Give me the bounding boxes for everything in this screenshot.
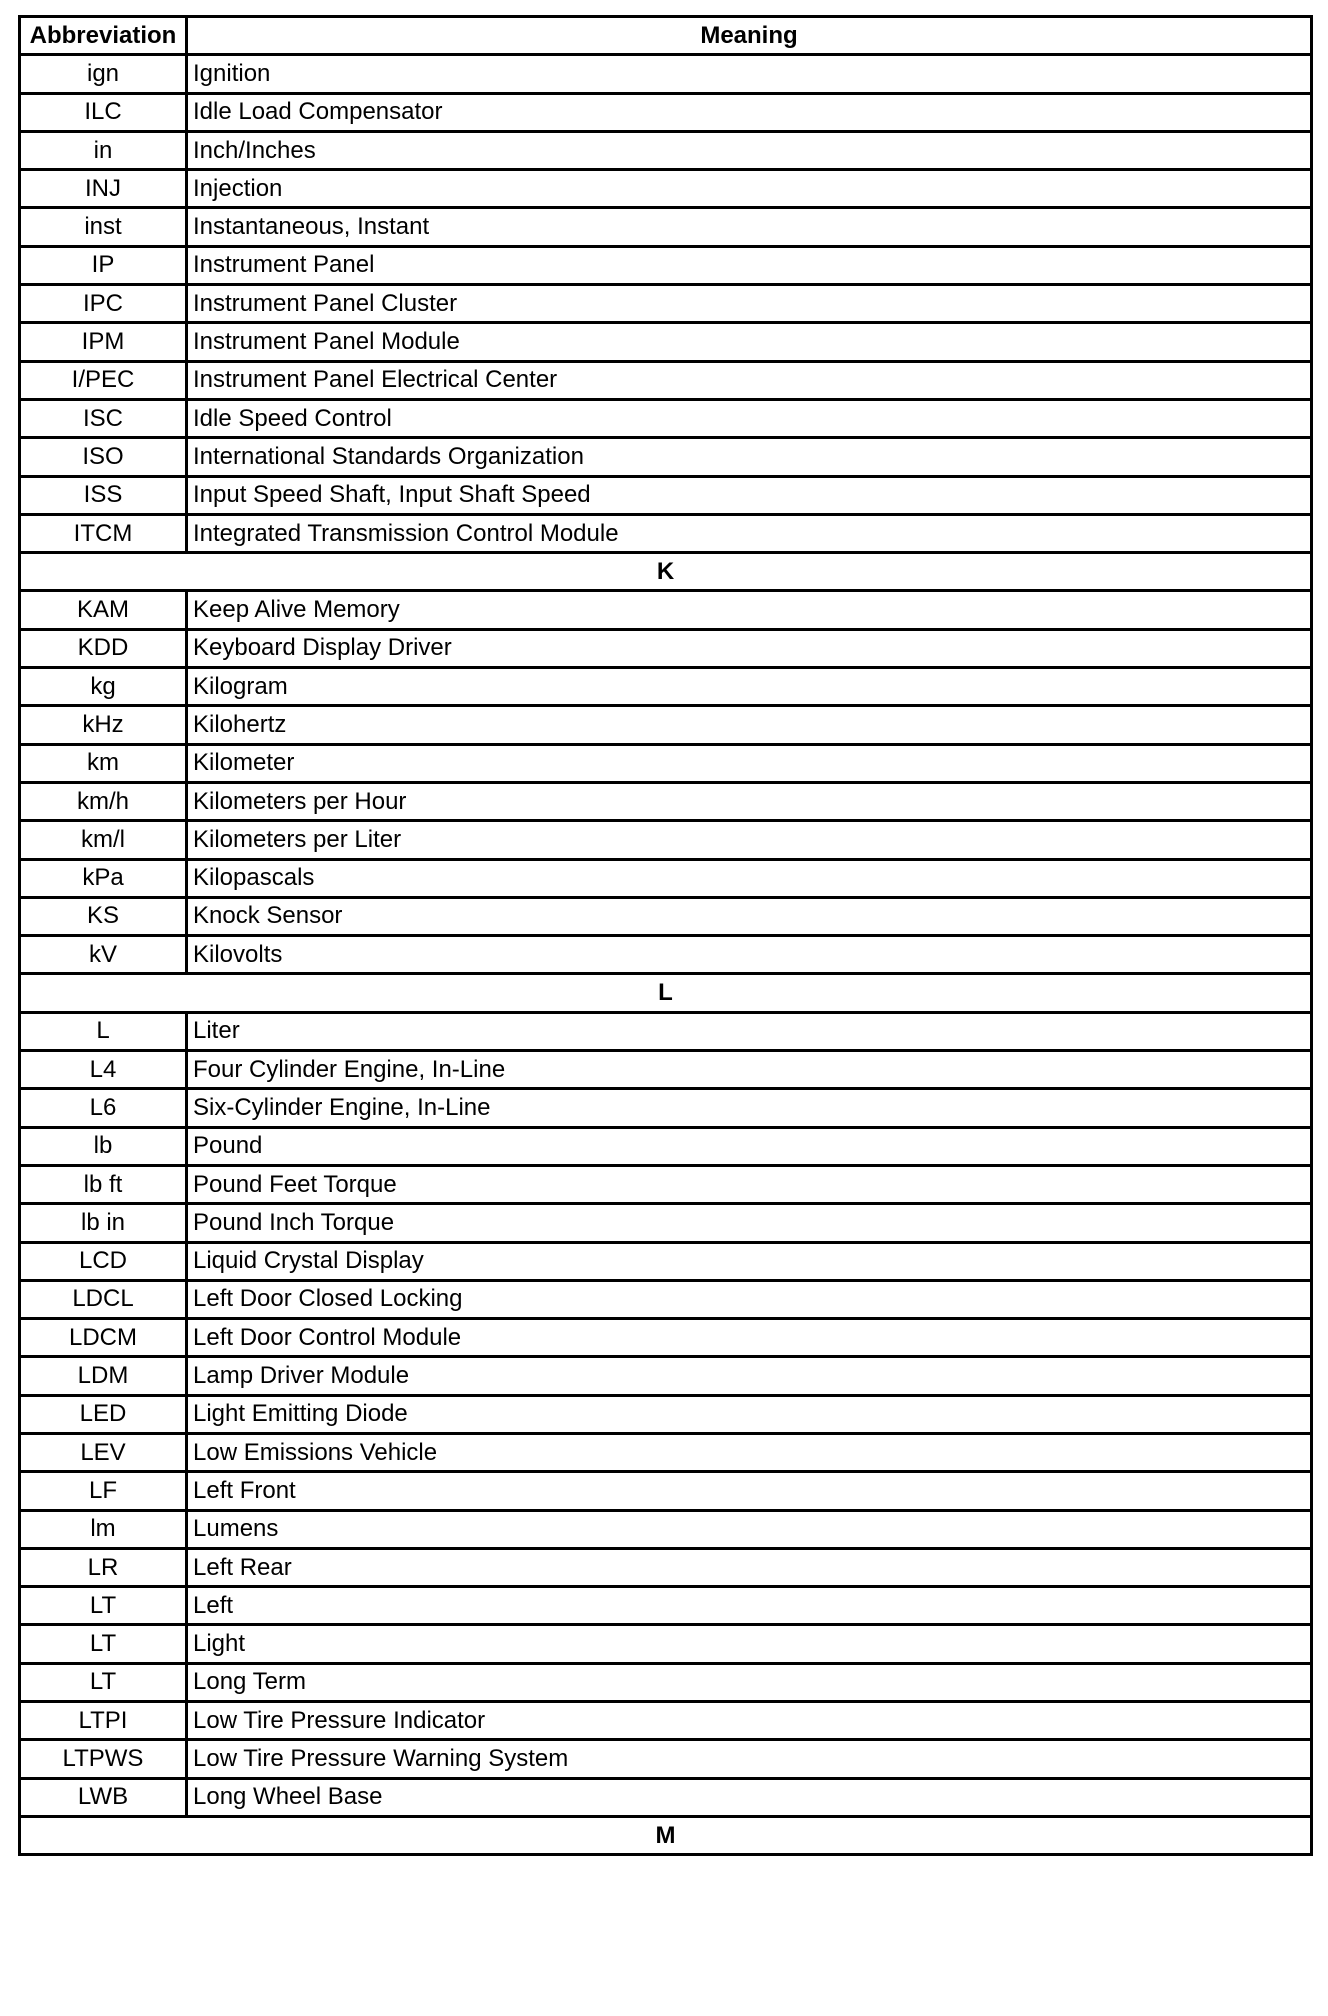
table-body [20,55,1312,1855]
abbreviation-cell: IPC [20,285,187,323]
table-row [20,55,1312,93]
meaning-cell: Lumens [187,1510,1312,1548]
table-row [20,208,1312,246]
abbreviation-cell: LT [20,1587,187,1625]
abbreviation-cell: lb ft [20,1165,187,1203]
abbreviation-cell: LTPI [20,1702,187,1740]
abbreviation-cell: lb in [20,1204,187,1242]
table-row [20,1625,1312,1663]
table-row [20,170,1312,208]
table-row [20,1778,1312,1816]
table-row [20,1357,1312,1395]
meaning-cell: Ignition [187,55,1312,93]
meaning-cell: International Standards Organization [187,438,1312,476]
abbreviation-table [18,15,1313,1856]
table-row [20,936,1312,974]
section-letter: K [20,553,1312,591]
meaning-cell: Liter [187,1012,1312,1050]
abbreviation-cell: inst [20,208,187,246]
table-row [20,1740,1312,1778]
meaning-cell: Integrated Transmission Control Module [187,514,1312,552]
table-row [20,897,1312,935]
abbreviation-cell: in [20,131,187,169]
table-row [20,1280,1312,1318]
meaning-cell: Idle Load Compensator [187,93,1312,131]
abbreviation-cell: L [20,1012,187,1050]
meaning-cell: Pound Feet Torque [187,1165,1312,1203]
abbreviation-cell: km [20,744,187,782]
section-header-row [20,553,1312,591]
meaning-cell: Left Door Control Module [187,1319,1312,1357]
meaning-cell: Low Tire Pressure Indicator [187,1702,1312,1740]
meaning-cell: Kilometer [187,744,1312,782]
table-row [20,1702,1312,1740]
table-row [20,591,1312,629]
abbreviation-cell: L6 [20,1089,187,1127]
table-row [20,821,1312,859]
meaning-cell: Inch/Inches [187,131,1312,169]
meaning-cell: Instrument Panel Cluster [187,285,1312,323]
table-row [20,629,1312,667]
abbreviation-cell: ISC [20,399,187,437]
meaning-cell: Low Emissions Vehicle [187,1433,1312,1471]
abbreviation-cell: km/l [20,821,187,859]
abbreviation-cell: kHz [20,706,187,744]
table-row [20,1395,1312,1433]
abbreviation-cell: lb [20,1127,187,1165]
meaning-cell: Instrument Panel Module [187,323,1312,361]
abbreviation-cell: lm [20,1510,187,1548]
table-row [20,1051,1312,1089]
table-row [20,1472,1312,1510]
meaning-cell: Instrument Panel Electrical Center [187,361,1312,399]
meaning-cell: Injection [187,170,1312,208]
abbreviation-cell: I/PEC [20,361,187,399]
abbreviation-cell: km/h [20,782,187,820]
abbreviation-cell: kg [20,668,187,706]
abbreviation-cell: LTPWS [20,1740,187,1778]
table-header-row [20,17,1312,55]
table-row [20,1433,1312,1471]
table-row [20,1510,1312,1548]
table-row [20,1127,1312,1165]
meaning-cell: Knock Sensor [187,897,1312,935]
table-row [20,438,1312,476]
table-row [20,1165,1312,1203]
meaning-cell: Low Tire Pressure Warning System [187,1740,1312,1778]
meaning-cell: Left Front [187,1472,1312,1510]
abbreviation-cell: KS [20,897,187,935]
meaning-cell: Kilogram [187,668,1312,706]
abbreviation-cell: ign [20,55,187,93]
section-header-row [20,974,1312,1012]
meaning-cell: Kilohertz [187,706,1312,744]
meaning-cell: Long Term [187,1663,1312,1701]
section-letter: L [20,974,1312,1012]
table-row [20,131,1312,169]
column-header-abbreviation: Abbreviation [20,17,187,55]
abbreviation-cell: IP [20,246,187,284]
abbreviation-cell: LCD [20,1242,187,1280]
abbreviation-cell: LEV [20,1433,187,1471]
table-row [20,744,1312,782]
meaning-cell: Long Wheel Base [187,1778,1312,1816]
abbreviation-cell: ISS [20,476,187,514]
table-row [20,323,1312,361]
meaning-cell: Six-Cylinder Engine, In-Line [187,1089,1312,1127]
meaning-cell: Left [187,1587,1312,1625]
meaning-cell: Kilometers per Hour [187,782,1312,820]
table-row [20,1548,1312,1586]
table-row [20,1242,1312,1280]
abbreviation-cell: L4 [20,1051,187,1089]
table-row [20,1204,1312,1242]
meaning-cell: Idle Speed Control [187,399,1312,437]
meaning-cell: Kilovolts [187,936,1312,974]
meaning-cell: Light Emitting Diode [187,1395,1312,1433]
abbreviation-cell: KDD [20,629,187,667]
meaning-cell: Light [187,1625,1312,1663]
abbreviation-cell: ITCM [20,514,187,552]
abbreviation-cell: LDCM [20,1319,187,1357]
abbreviation-cell: KAM [20,591,187,629]
table-row [20,285,1312,323]
abbreviation-cell: ILC [20,93,187,131]
table-row [20,859,1312,897]
table-row [20,93,1312,131]
abbreviation-cell: LT [20,1625,187,1663]
abbreviation-cell: LED [20,1395,187,1433]
abbreviation-cell: LT [20,1663,187,1701]
abbreviation-cell: kV [20,936,187,974]
meaning-cell: Liquid Crystal Display [187,1242,1312,1280]
abbreviation-cell: LDM [20,1357,187,1395]
table-row [20,1012,1312,1050]
meaning-cell: Pound [187,1127,1312,1165]
table-row [20,514,1312,552]
abbreviation-cell: LDCL [20,1280,187,1318]
section-header-row [20,1816,1312,1854]
meaning-cell: Keep Alive Memory [187,591,1312,629]
table-row [20,361,1312,399]
table-row [20,476,1312,514]
meaning-cell: Pound Inch Torque [187,1204,1312,1242]
meaning-cell: Instantaneous, Instant [187,208,1312,246]
table-row [20,706,1312,744]
abbreviation-cell: IPM [20,323,187,361]
section-letter: M [20,1816,1312,1854]
meaning-cell: Left Door Closed Locking [187,1280,1312,1318]
table-row [20,399,1312,437]
table-row [20,1663,1312,1701]
table-row [20,1319,1312,1357]
table-row [20,1587,1312,1625]
table-row [20,246,1312,284]
table-row [20,1089,1312,1127]
meaning-cell: Keyboard Display Driver [187,629,1312,667]
abbreviation-cell: ISO [20,438,187,476]
meaning-cell: Four Cylinder Engine, In-Line [187,1051,1312,1089]
meaning-cell: Kilopascals [187,859,1312,897]
abbreviation-cell: LWB [20,1778,187,1816]
table-row [20,668,1312,706]
meaning-cell: Left Rear [187,1548,1312,1586]
abbreviation-cell: kPa [20,859,187,897]
meaning-cell: Input Speed Shaft, Input Shaft Speed [187,476,1312,514]
table-row [20,782,1312,820]
meaning-cell: Lamp Driver Module [187,1357,1312,1395]
abbreviation-cell: INJ [20,170,187,208]
abbreviation-cell: LR [20,1548,187,1586]
column-header-meaning: Meaning [187,17,1312,55]
meaning-cell: Kilometers per Liter [187,821,1312,859]
meaning-cell: Instrument Panel [187,246,1312,284]
abbreviation-cell: LF [20,1472,187,1510]
